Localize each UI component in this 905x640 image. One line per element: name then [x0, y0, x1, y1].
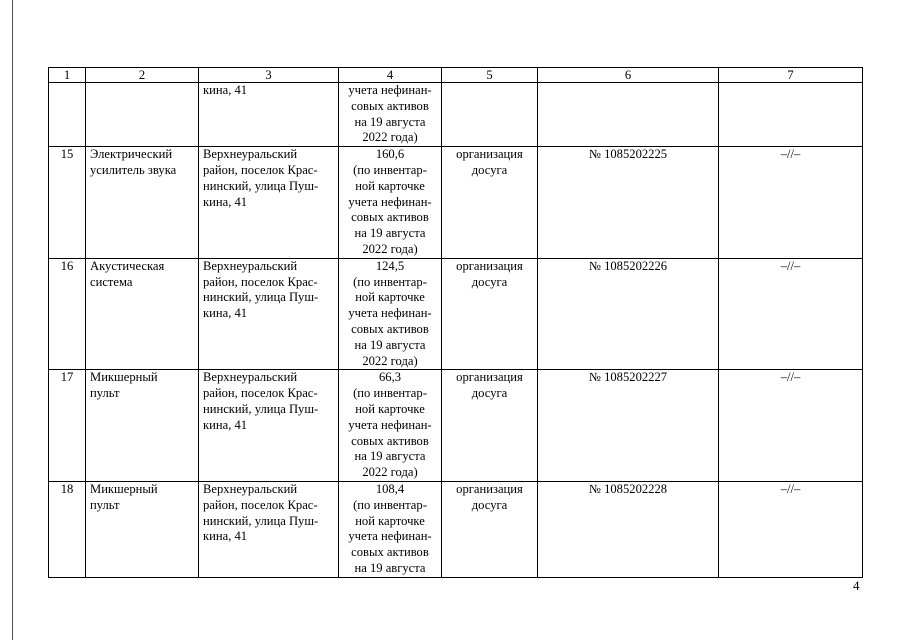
item-name-cell: Микшерный пульт — [86, 370, 199, 482]
purpose-cell: организация досуга — [442, 481, 538, 577]
row-number-cell — [49, 83, 86, 147]
inventory-number-cell: № 1085202228 — [538, 481, 719, 577]
mark-cell — [719, 83, 863, 147]
row-number-cell: 17 — [49, 370, 86, 482]
address-cell: Верхнеуральский район, поселок Крас- нинский, улица Пуш- кина, 41 — [199, 258, 339, 370]
address-cell: кина, 41 — [199, 83, 339, 147]
address-cell: Верхнеуральский район, поселок Крас- нинский, улица Пуш- кина, 41 — [199, 370, 339, 482]
item-name-cell — [86, 83, 199, 147]
property-table — [48, 67, 863, 578]
item-name-cell: Акустическая система — [86, 258, 199, 370]
table-row — [49, 147, 863, 259]
inventory-number-cell: № 1085202226 — [538, 258, 719, 370]
table-row — [49, 481, 863, 577]
purpose-cell: организация досуга — [442, 258, 538, 370]
column-header-7: 7 — [719, 68, 863, 83]
column-number-row — [49, 68, 863, 83]
row-number-cell: 18 — [49, 481, 86, 577]
inventory-number-cell: № 1085202225 — [538, 147, 719, 259]
value-cell: 160,6 (по инвентар- ной карточке учета нефинан- совых активов на 19 августа 2022 года) — [339, 147, 442, 259]
column-header-6: 6 — [538, 68, 719, 83]
column-header-3: 3 — [199, 68, 339, 83]
mark-cell: –//– — [719, 147, 863, 259]
column-header-4: 4 — [339, 68, 442, 83]
purpose-cell: организация досуга — [442, 370, 538, 482]
value-cell: 124,5 (по инвентар- ной карточке учета нефинан- совых активов на 19 августа 2022 года) — [339, 258, 442, 370]
mark-cell: –//– — [719, 481, 863, 577]
value-cell: 108,4 (по инвентар- ной карточке учета нефинан- совых активов на 19 августа — [339, 481, 442, 577]
purpose-cell — [442, 83, 538, 147]
purpose-cell: организация досуга — [442, 147, 538, 259]
continued-row — [49, 83, 863, 147]
row-number-cell: 15 — [49, 147, 86, 259]
item-name-cell: Электрический усилитель звука — [86, 147, 199, 259]
column-header-1: 1 — [49, 68, 86, 83]
inventory-number-cell — [538, 83, 719, 147]
column-header-2: 2 — [86, 68, 199, 83]
page-number: 4 — [853, 578, 860, 593]
column-header-5: 5 — [442, 68, 538, 83]
table-row — [49, 370, 863, 482]
mark-cell: –//– — [719, 370, 863, 482]
address-cell: Верхнеуральский район, поселок Крас- нинский, улица Пуш- кина, 41 — [199, 147, 339, 259]
row-number-cell: 16 — [49, 258, 86, 370]
item-name-cell: Микшерный пульт — [86, 481, 199, 577]
mark-cell: –//– — [719, 258, 863, 370]
page-edge-line — [12, 0, 13, 640]
value-cell: учета нефинан- совых активов на 19 августа 2022 года) — [339, 83, 442, 147]
address-cell: Верхнеуральский район, поселок Крас- нинский, улица Пуш- кина, 41 — [199, 481, 339, 577]
inventory-number-cell: № 1085202227 — [538, 370, 719, 482]
value-cell: 66,3 (по инвентар- ной карточке учета нефинан- совых активов на 19 августа 2022 года) — [339, 370, 442, 482]
table-row — [49, 258, 863, 370]
